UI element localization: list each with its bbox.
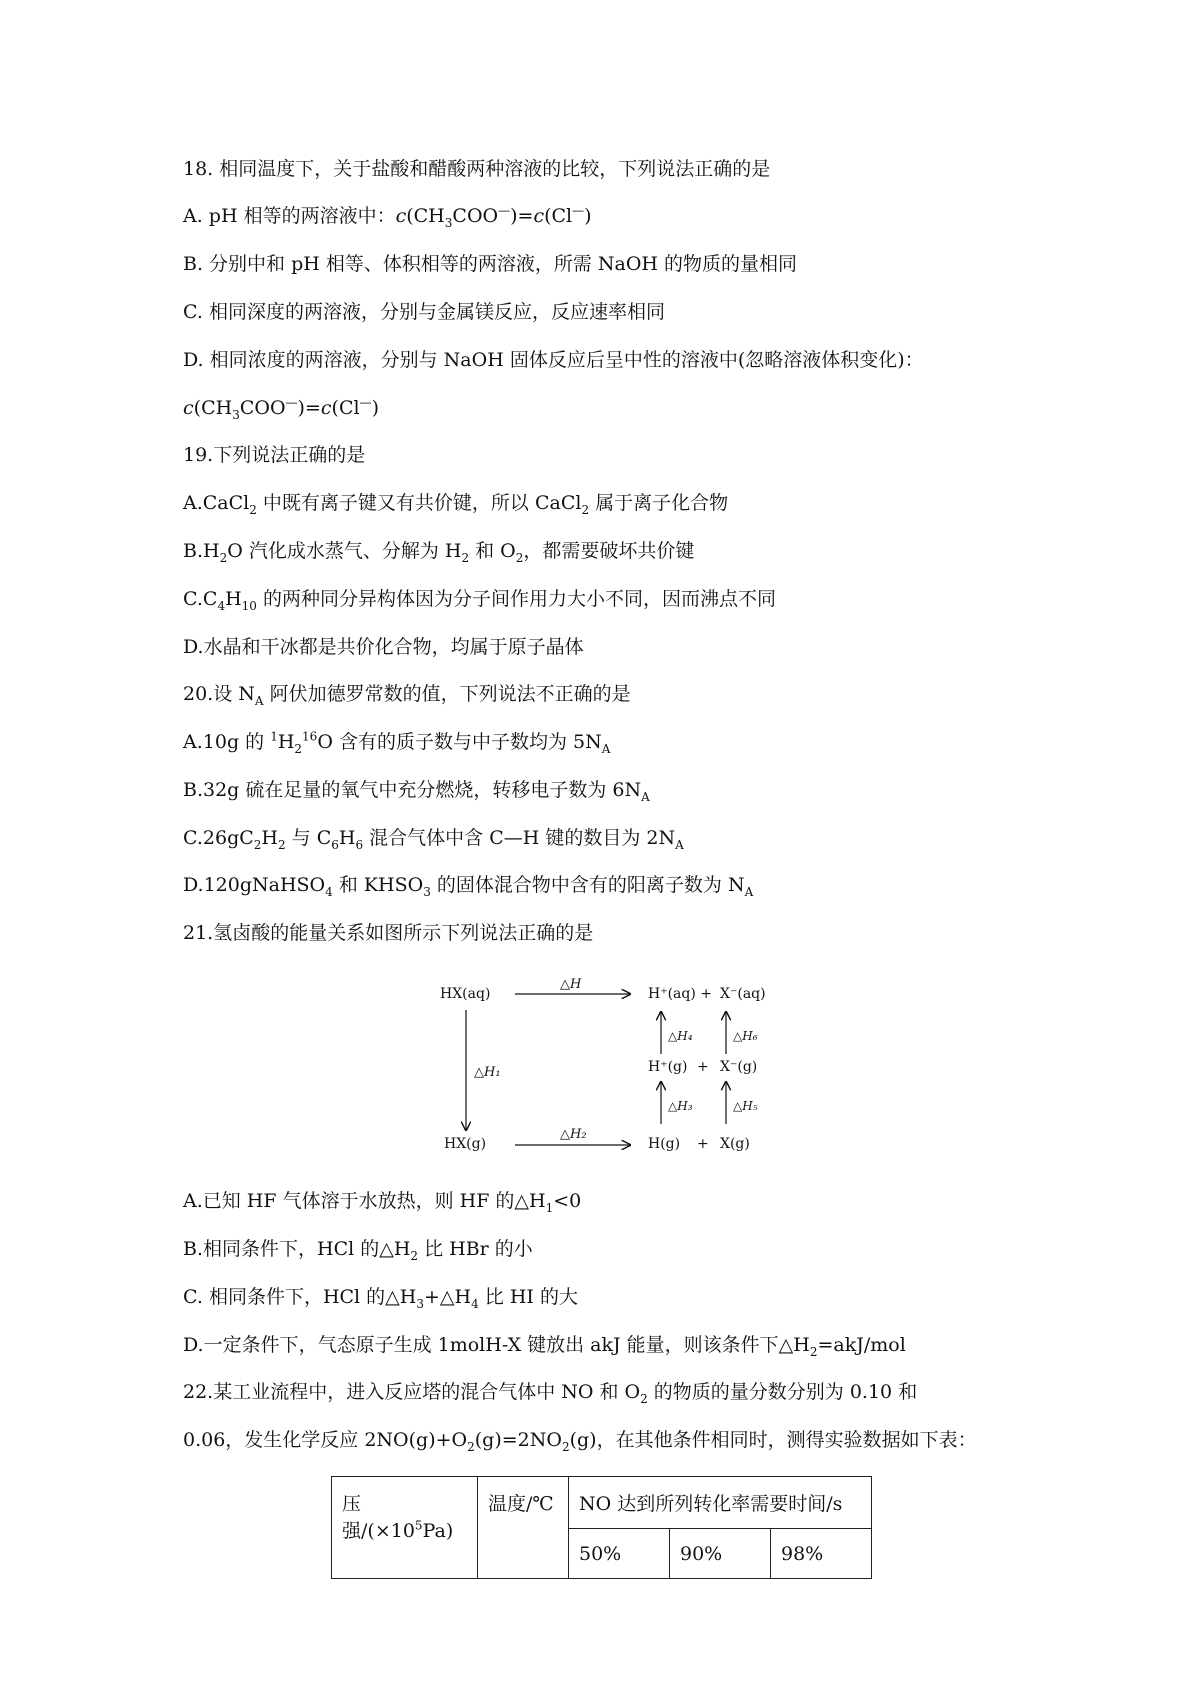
q18-option-b: B. 分别中和 pH 相等、体积相等的两溶液，所需 NaOH 的物质的量相同 [183, 253, 798, 275]
header-temperature: 温度/℃ [478, 1477, 569, 1579]
q18-option-c: C. 相同深度的两溶液，分别与金属镁反应，反应速率相同 [183, 301, 665, 323]
experiment-table [331, 1476, 872, 1579]
dh3-label: △H₃ [668, 1099, 693, 1113]
q19-option-d: D.水晶和干冰都是共价化合物，均属于原子晶体 [183, 636, 584, 658]
energy-diagram [430, 970, 770, 1165]
q18-option-d-formula: $c(CH_3COO^—)=c(Cl^—)$ [183, 395, 379, 422]
q18-option-d: D. 相同浓度的两溶液，分别与 NaOH 固体反应后呈中性的溶液中(忽略溶液体积变化)： [183, 349, 924, 371]
dh1-label: △H₁ [474, 1065, 501, 1080]
header-98: 98% [771, 1529, 872, 1579]
plus-1: + [697, 1059, 709, 1075]
q21-option-b: B.相同条件下，HCl 的$\triangle H_2$ 比 HBr 的小 [183, 1238, 533, 1263]
q22-stem-line1: 22.某工业流程中，进入反应塔的混合气体中 NO 和 $O_2$ 的物质的量分数分别为 0.10 和 [183, 1381, 918, 1406]
dh6-label: △H₆ [733, 1029, 758, 1043]
q19-option-b: $B.H_2O$ 汽化成水蒸气、分解为 $H_2$ 和 $O_2$，都需要破坏共价键 [183, 540, 695, 565]
header-time: NO 达到所列转化率需要时间/s [569, 1477, 872, 1529]
dh2-label: △H₂ [560, 1127, 587, 1142]
header-50: 50% [569, 1529, 670, 1579]
q20-stem: 20.设 $N_A$ 阿伏加德罗常数的值，下列说法不正确的是 [183, 683, 631, 708]
hx-aq-label: HX(aq) [440, 986, 491, 1002]
q19-option-a: A.CaCl$_2$ 中既有离子键又有共价键，所以 CaCl$_2$ 属于离子化合物 [183, 492, 729, 517]
q22-stem-line2: 0.06，发生化学反应 $2NO(g)+O_2(g)=2NO_2(g)$，在其他条件相同时，测得实验数据如下表： [183, 1429, 977, 1454]
q21-option-c: C. 相同条件下，HCl 的$\triangle H_3+\triangle H_4$ 比 HI 的大 [183, 1286, 578, 1311]
q20-option-a: A.10g 的 $^1H_2^{16}O$ 含有的质子数与中子数均为 $5N_A$ [183, 729, 611, 756]
h-ion-g-label: H⁺(g) [648, 1059, 688, 1075]
q19-option-c: $C.C_4H_{10}$ 的两种同分异构体因为分子间作用力大小不同，因而沸点不同 [183, 588, 776, 613]
q21-option-a: A.已知 HF 气体溶于水放热，则 HF 的$\triangle H_1<0$ [183, 1190, 582, 1215]
dh5-label: △H₅ [733, 1099, 758, 1113]
q18-stem: 18. 相同温度下，关于盐酸和醋酸两种溶液的比较，下列说法正确的是 [183, 158, 771, 180]
q21-option-d: D.一定条件下，气态原子生成 1molH-X 键放出 akJ 能量，则该条件下$\triangle H_2=akJ$/mol [183, 1334, 906, 1359]
q18-option-a: A. pH 相等的两溶液中：$c(CH_3COO^—)=c(Cl^—)$ [183, 203, 592, 230]
plus-2: + [697, 1136, 709, 1152]
header-90: 90% [670, 1529, 771, 1579]
dh4-label: △H₄ [668, 1029, 693, 1043]
h-g-label: H(g) [648, 1136, 681, 1152]
q20-option-d: D.120gNaHSO$_4$ 和 $KHSO_3$ 的固体混合物中含有的阳离子数为 $N_A$ [183, 874, 754, 899]
hx-g-label: HX(g) [444, 1136, 487, 1152]
q20-option-c: $C.26gC_2H_2$ 与 $C_6H_6$ 混合气体中含 C—H 键的数目为 $2N_A$ [183, 827, 684, 852]
q20-option-b: B.32g 硫在足量的氧气中充分燃烧，转移电子数为 $6N_A$ [183, 779, 650, 804]
x-g-label: X(g) [720, 1136, 750, 1152]
x-aq-label: X⁻(aq) [720, 986, 766, 1002]
q21-stem: 21.氢卤酸的能量关系如图所示下列说法正确的是 [183, 922, 594, 944]
x-ion-g-label: X⁻(g) [720, 1059, 758, 1075]
h-aq-label: H⁺(aq) + [648, 986, 713, 1002]
header-pressure: 压强$/(\times 10^5Pa)$ [332, 1477, 478, 1579]
dh-label: △H [560, 977, 582, 992]
q19-stem: 19.下列说法正确的是 [183, 444, 366, 466]
